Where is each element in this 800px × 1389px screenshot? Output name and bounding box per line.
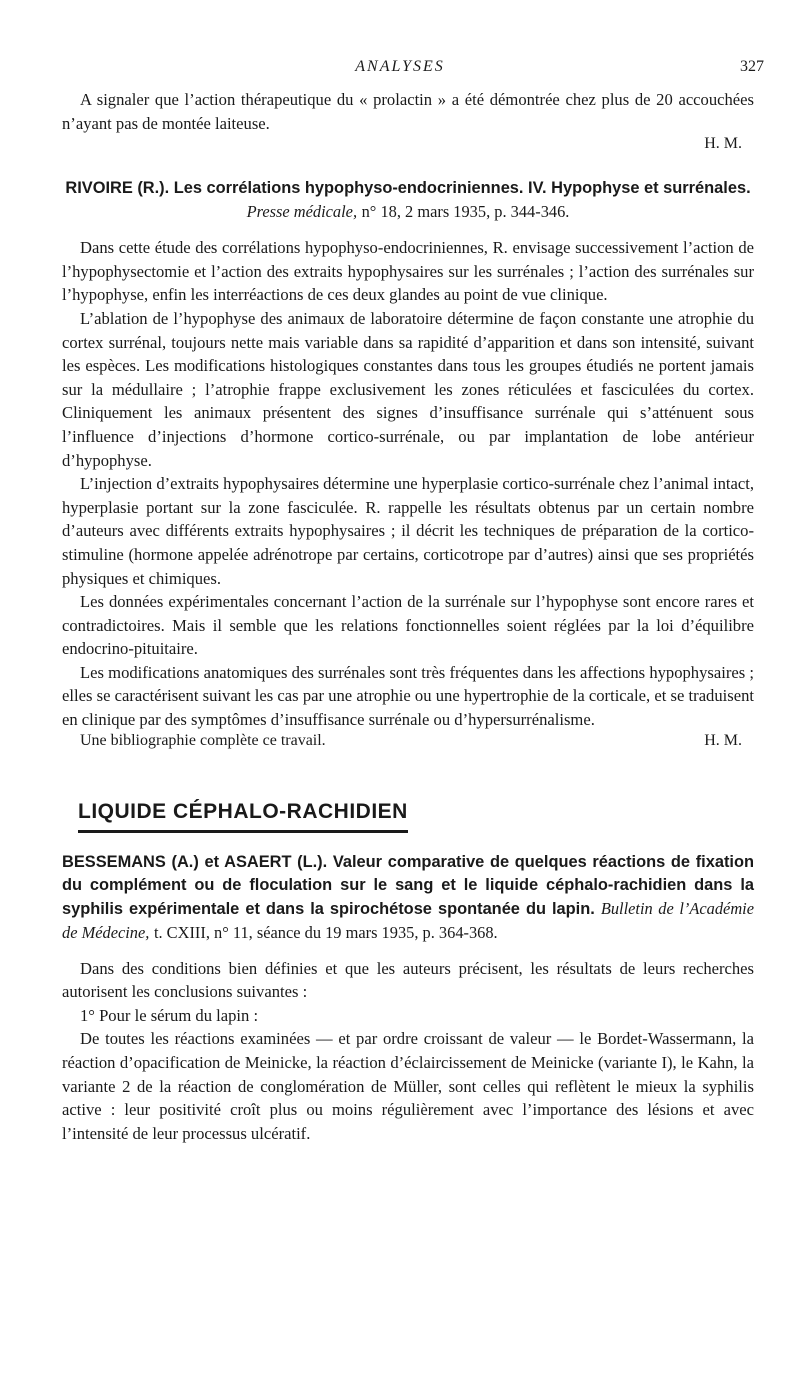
- article-2-title: BESSEMANS (A.) et ASAERT (L.). Valeur comparative de quelques réactions de fixation du complément ou de floculation sur le sang et le liquide céphalo-rachidien dans la syphilis expérimentale et dans la spirochétose spontanée du lapin.: [62, 852, 754, 918]
- article-1-reference: [62, 177, 754, 224]
- article-1-paragraph: Dans cette étude des corrélations hypophyso-endocriniennes, R. envisage successivement l’action de l’hypophysectomie et l’action des extraits hypophysaires sur les surrénales ; l’action des surrénales sur l’hypophyse, enfin les interréactions de ces deux glandes au point de vue clinique.: [62, 238, 754, 305]
- article-2-journal: Bulletin de l’Académie de Médecine,: [62, 898, 754, 942]
- intro-signature: H. M.: [704, 135, 742, 153]
- article-1-paragraph: Les données expérimentales concernant l’action de la surrénale sur l’hypophyse sont encore rares et contradictoires. Mais il semble que les relations fonctionnelles soient réglées par la loi d’équilibre endocrino-pituitaire.: [62, 592, 754, 659]
- article-2-paragraph: Dans des conditions bien définies et que les auteurs précisent, les résultats de leurs recherches autorisent les conclusions suivantes :: [62, 958, 754, 1002]
- article-1-closing-line: [62, 732, 754, 750]
- intro-signature-line: [62, 135, 754, 153]
- page-body: [62, 88, 754, 1145]
- article-2-citation: t. CXIII, n° 11, séance du 19 mars 1935, p. 364-368.: [153, 922, 498, 942]
- running-title: ANALYSES: [355, 58, 445, 75]
- article-1-closing: Une bibliographie complète ce travail.: [80, 731, 326, 749]
- article-2-reference: [62, 851, 754, 945]
- article-2-paragraph: 1° Pour le sérum du lapin :: [80, 1005, 259, 1025]
- article-1-paragraph: L’injection d’extraits hypophysaires détermine une hyperplasie cortico-surrénale chez l’animal intact, hyperplasie portant sur la zone fasciculée. R. rappelle les résultats obtenus par un certain nombre d’auteurs avec différents extraits hypophysaires ; il décrit les techniques de préparation de la cortico-stimuline (hormone appelée adrénotrope par certains, corticotrope par d’autres) ainsi que ses propriétés physiques et chimiques.: [62, 474, 754, 588]
- article-1-journal: Presse médicale,: [246, 202, 358, 222]
- section-heading: LIQUIDE CÉPHALO-RACHIDIEN: [78, 800, 408, 833]
- article-1-citation: n° 18, 2 mars 1935, p. 344-346.: [361, 202, 570, 222]
- intro-paragraph: A signaler que l’action thérapeutique du « prolactin » a été démontrée chez plus de 20 accouchées n’ayant pas de montée laiteuse.: [62, 90, 754, 133]
- article-1-title: RIVOIRE (R.). Les corrélations hypophyso-endocriniennes. IV. Hypophyse et surrénales.: [65, 179, 751, 198]
- article-1-paragraph: L’ablation de l’hypophyse des animaux de laboratoire détermine de façon constante une atrophie du cortex surrénal, toujours nette mais variable dans sa rapidité d’apparition et dans son intensité, suivant les espèces. Les modifications histologiques constantes dans tous les groupes étudiés ne portent jamais sur la médullaire ; l’atrophie frappe exclusivement les zones réticulées et fasciculées du cortex. Cliniquement les animaux présentent des signes d’insuffisance surrénale qui s’atténuent sous l’influence d’injections d’hormone cortico-surrénale, ou par implantation de lobe antérieur d’hypophyse.: [62, 308, 754, 470]
- page-number: 327: [740, 58, 764, 75]
- article-1-signature: H. M.: [704, 731, 742, 749]
- article-2-paragraph: De toutes les réactions examinées — et par ordre croissant de valeur — le Bordet-Wassermann, la réaction d’opacification de Meinicke, la réaction d’éclaircissement de Meinicke (variante I), le Kahn, la variante 2 de la réaction de conglomération de Müller, sont celles qui reflètent le mieux la syphilis active : leur positivité croît plus ou moins régulièrement avec l’importance des lésions et avec l’intensité de leur processus ulcératif.: [62, 1029, 754, 1143]
- page-header: [0, 58, 800, 80]
- article-1-paragraph: Les modifications anatomiques des surrénales sont très fréquentes dans les affections hypophysaires ; elles se caractérisent suivant les cas par une atrophie ou une hypertrophie de la corticale, et se traduisent en clinique par des symptômes d’insuffisance surrénale ou d’hypersurrénalisme.: [62, 662, 754, 730]
